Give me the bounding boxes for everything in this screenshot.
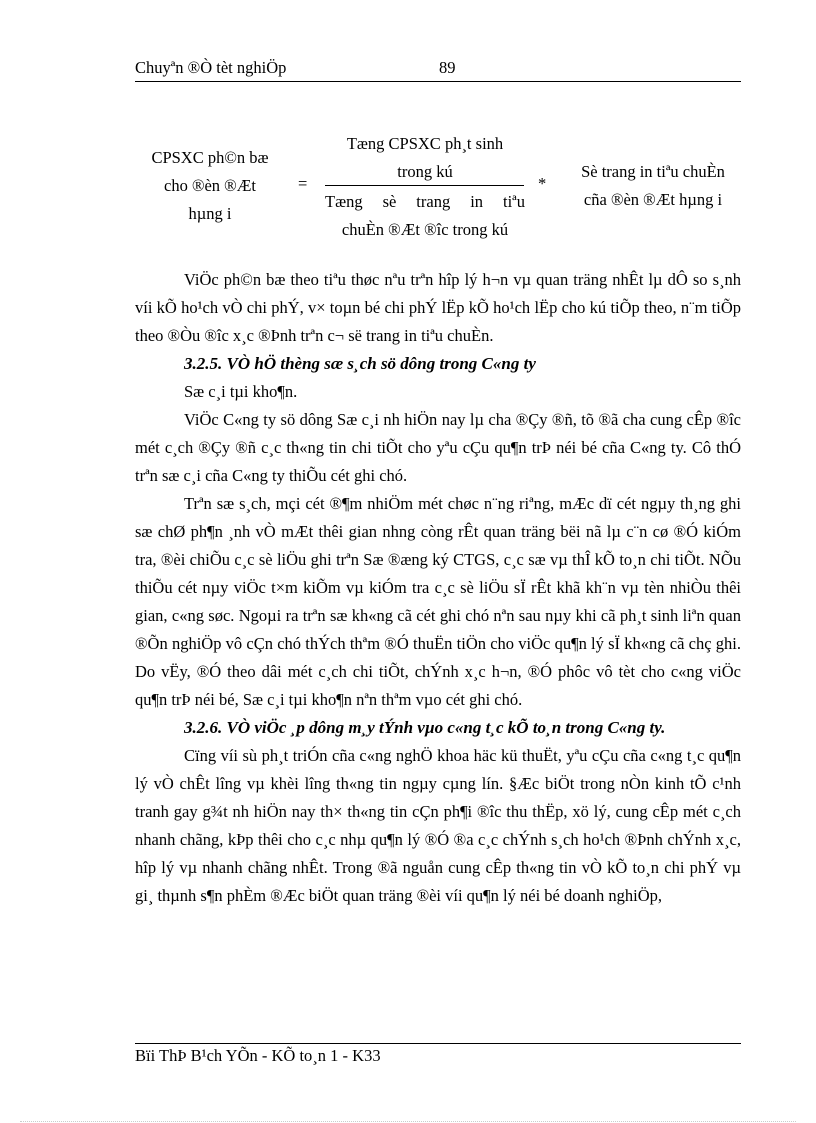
formula-denominator-line: Tæng sè trang in tiªu <box>325 192 525 211</box>
formula-left-line: cho ®èn ®Æt <box>164 176 256 195</box>
footer-rule <box>135 1043 741 1044</box>
formula-denominator <box>325 188 525 244</box>
page-header <box>135 58 740 80</box>
formula-left-term <box>135 144 285 228</box>
paragraph: Trªn sæ s¸ch, mçi cét ®¶m nhiÖm mét chøc n¨ng riªng, mÆc dï cét ngµy th¸ng ghi sæ chØ ph¶n ¸nh vÒ mÆt thêi gian nhng còng rÊt quan träng bëi nã lµ c¨n cø ®Ó kiÓm tra, ®èi chiÕu c¸c sè liÖu ghi trªn Sæ ®æng ký CTGS, c¸c sæ vµ thÎ kÕ to¸n chi tiÕt. NÕu thiÕu cét nµy viÖc t×m kiÕm vµ kiÓm tra c¸c sè liÖu sÏ rÊt khã kh¨n vµ tèn nhiÒu thêi gian, c«ng søc. Ngoµi ra trªn sæ kh«ng cã cét ghi chó nªn sau nµy khi cã ph¸t sinh liªn quan ®Õn nghiÖp vô cÇn chó thÝch thªm ®Ó thuËn tiÖn cho viÖc qu¶n lý sÏ kh«ng cã chç ghi. Do vËy, ®Ó theo dâi mét c¸ch chi tiÕt, chÝnh x¸c h¬n, ®Ó phôc vô tèt cho c«ng viÖc qu¶n trÞ néi bé, Sæ c¸i tµi kho¶n nªn thªm vµo cét ghi chó. <box>135 494 741 709</box>
formula-left-line: hµng i <box>188 204 232 223</box>
section-heading: 3.2.5. VÒ hÖ thèng sæ s¸ch sö dông trong C«ng ty <box>184 354 536 373</box>
body-text <box>135 266 741 910</box>
formula-numerator-line: trong kú <box>397 162 453 181</box>
allocation-formula <box>135 130 741 245</box>
formula-right-line: Sè trang in tiªu chuÈn <box>581 162 725 181</box>
formula-equals-sign: = <box>298 174 308 193</box>
formula-multiply-sign: * <box>538 174 547 193</box>
formula-denominator-line: chuÈn ®Æt ®îc trong kú <box>341 220 509 239</box>
paragraph: ViÖc ph©n bæ theo tiªu thøc nªu trªn hîp lý h¬n vµ quan träng nhÊt lµ dÔ so s¸nh víi kÕ ho¹ch vÒ chi phÝ, v× toµn bé chi phÝ lËp kÕ ho¹ch lËp cho kú tiÕp theo, n¨m tiÕp theo ®Òu ®îc x¸c ®Þnh trªn c¬ së trang in tiªu chuÈn. <box>135 270 741 345</box>
section-heading: 3.2.6. VÒ viÖc ¸p dông m¸y tÝnh vµo c«ng t¸c kÕ to¸n trong C«ng ty. <box>184 718 666 737</box>
header-title: Chuyªn ®Ò tèt nghiÖp <box>135 58 287 77</box>
formula-right-line: cña ®èn ®Æt hµng i <box>583 190 723 209</box>
page-edge-divider <box>20 1121 796 1122</box>
header-rule <box>135 81 741 82</box>
paragraph: ViÖc C«ng ty sö dông Sæ c¸i nh hiÖn nay lµ cha ®Çy ®ñ, tõ ®ã cha cung cÊp ®îc mét c¸ch ®Çy ®ñ c¸c th«ng tin chi tiÕt cho yªu cÇu qu¶n trÞ néi bé cña C«ng ty. Cô thÓ trªn sæ c¸i cña C«ng ty thiÕu cét ghi chó. <box>135 410 741 485</box>
fraction-bar <box>325 185 524 186</box>
formula-left-line: CPSXC ph©n bæ <box>151 148 269 167</box>
page-number: 89 <box>439 58 456 77</box>
paragraph: Sæ c¸i tµi kho¶n. <box>184 382 298 401</box>
page-footer: Bïi ThÞ B¹ch YÕn - KÕ to¸n 1 - K33 <box>135 1046 381 1065</box>
formula-numerator <box>325 130 525 186</box>
formula-numerator-line: Tæng CPSXC ph¸t sinh <box>346 134 504 153</box>
paragraph: Cïng víi sù ph¸t triÓn cña c«ng nghÖ khoa häc kü thuËt, yªu cÇu cña c«ng t¸c qu¶n lý vÒ chÊt lîng vµ khèi lîng th«ng tin ngµy cµng lín. §Æc biÖt trong nÒn kinh tÕ c¹nh tranh gay g¾t nh hiÖn nay th× th«ng tin cÇn ph¶i ®îc thu thËp, xö lý, cung cÊp mét c¸ch nhanh chãng, kÞp thêi cho c¸c nhµ qu¶n lý ®Ó ®a c¸c chÝnh s¸ch ho¹ch ®Þnh chÝnh x¸c, hîp lý vµ nhanh chãng nhÊt. Trong ®ã nguån cung cÊp th«ng tin vÒ kÕ to¸n chi phÝ vµ gi¸ thµnh s¶n phÈm ®Æc biÖt quan träng ®èi víi qu¶n lý néi bé doanh nghiÖp, <box>135 746 741 905</box>
formula-right-term <box>563 158 743 214</box>
